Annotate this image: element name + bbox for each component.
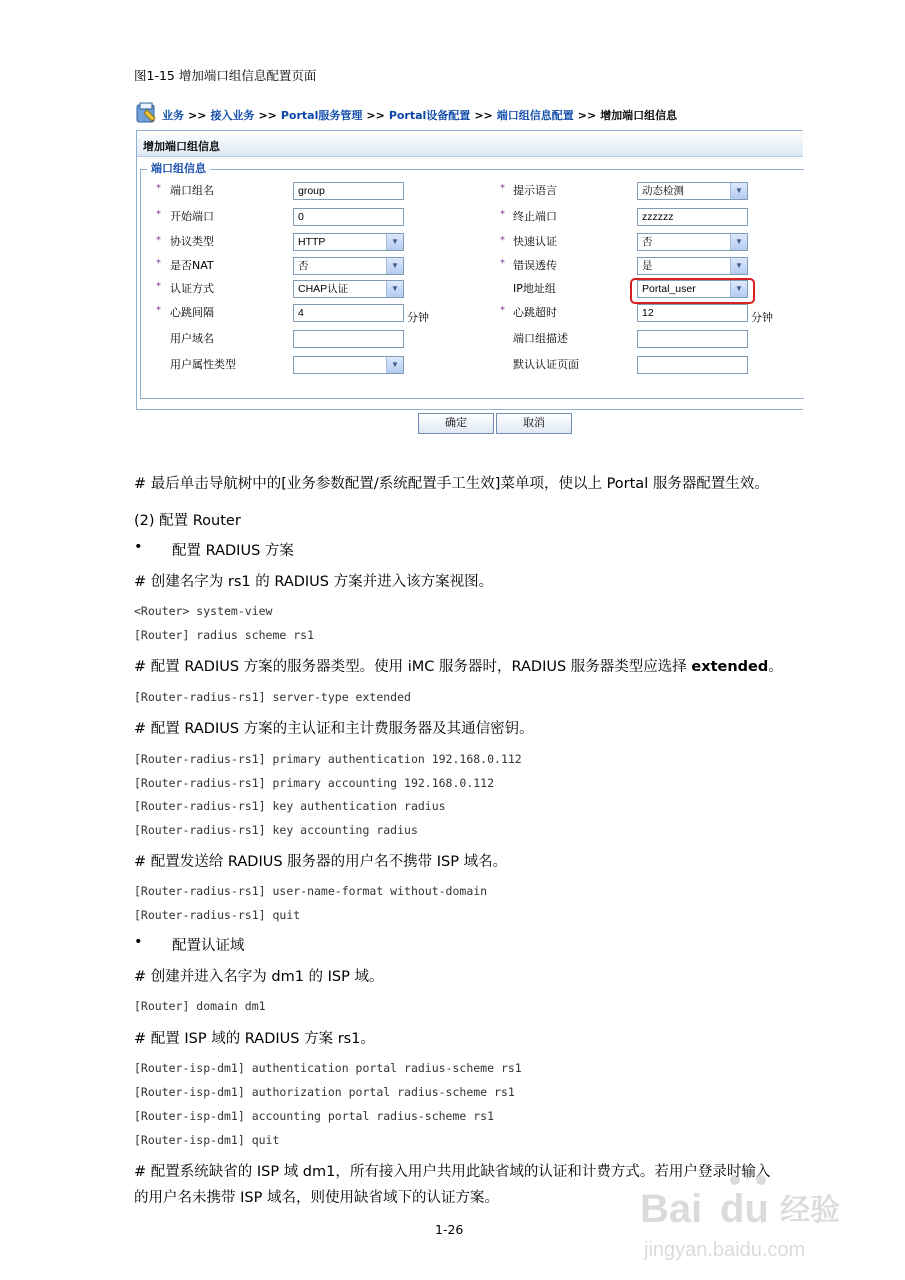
figure-caption: 图1-15 增加端口组信息配置页面 [134, 68, 317, 83]
breadcrumb [136, 102, 804, 126]
error-passthrough-select[interactable] [637, 257, 748, 275]
ip-group-value: Portal_user [642, 283, 696, 295]
svg-text:经验: 经验 [780, 1194, 840, 1227]
code-line: <Router> system-view [134, 604, 273, 618]
cancel-button[interactable]: 取消 [496, 413, 572, 434]
auth-method-select[interactable] [293, 280, 404, 298]
service-module-icon [136, 102, 158, 124]
panel-header [137, 131, 803, 157]
heartbeat-interval-input[interactable]: 4 [293, 304, 404, 322]
bullet-icon: • [134, 539, 143, 555]
port-group-desc-label: 端口组描述 [513, 332, 568, 345]
code-line: [Router-radius-rs1] server-type extended [134, 690, 411, 704]
user-domain-input[interactable] [293, 330, 404, 348]
required-mark: * [156, 305, 161, 316]
paragraph [134, 655, 783, 676]
breadcrumb-item-access-service[interactable]: 接入业务 [210, 109, 255, 122]
bullet-text: 配置 RADIUS 方案 [172, 543, 294, 559]
protocol-type-select[interactable] [293, 233, 404, 251]
code-line: [Router-isp-dm1] authorization portal radius-scheme rs1 [134, 1085, 515, 1099]
code-line: [Router] radius scheme rs1 [134, 628, 315, 642]
breadcrumb-item-port-group-config[interactable]: 端口组信息配置 [496, 109, 574, 122]
start-port-label: 开始端口 [170, 210, 214, 223]
code-line: [Router-radius-rs1] user-name-format without-domain [134, 884, 488, 898]
chevron-down-icon[interactable]: ▼ [386, 234, 403, 250]
section-heading: (2) 配置 Router [134, 513, 241, 529]
chevron-down-icon[interactable]: ▼ [730, 281, 747, 297]
code-line: [Router-radius-rs1] key accounting radius [134, 823, 418, 837]
required-mark: * [156, 183, 161, 194]
chevron-down-icon[interactable]: ▼ [386, 357, 403, 373]
end-port-label: 终止端口 [513, 210, 557, 223]
fast-auth-label: 快速认证 [513, 235, 557, 248]
port-group-name-input[interactable]: group [293, 182, 404, 200]
ip-group-highlight-box [630, 278, 755, 304]
required-mark: * [500, 209, 505, 220]
fast-auth-value: 否 [642, 236, 653, 248]
protocol-type-value: HTTP [298, 236, 326, 248]
is-nat-select[interactable] [293, 257, 404, 275]
breadcrumb-separator: >> [258, 109, 277, 122]
auth-method-label: 认证方式 [170, 282, 214, 295]
page-number: 1-26 [435, 1222, 464, 1237]
code-line: [Router-isp-dm1] authentication portal radius-scheme rs1 [134, 1061, 522, 1075]
port-group-name-label: 端口组名 [170, 184, 214, 197]
required-mark: * [156, 281, 161, 292]
is-nat-value: 否 [298, 260, 309, 272]
breadcrumb-item-portal-device[interactable]: Portal设备配置 [388, 109, 471, 122]
chevron-down-icon[interactable]: ▼ [386, 281, 403, 297]
error-passthrough-value: 是 [642, 260, 653, 272]
breadcrumb-item-service[interactable]: 业务 [162, 109, 184, 122]
required-mark: * [500, 258, 505, 269]
code-line: [Router-isp-dm1] quit [134, 1133, 280, 1147]
required-mark: * [500, 235, 505, 246]
paragraph: # 创建并进入名字为 dm1 的 ISP 域。 [134, 969, 384, 985]
code-line: [Router-radius-rs1] primary accounting 192.168.0.112 [134, 776, 495, 790]
svg-text:du: du [720, 1187, 769, 1231]
user-attr-type-label: 用户属性类型 [170, 358, 236, 371]
prompt-language-value: 动态检测 [642, 185, 684, 197]
required-mark: * [156, 209, 161, 220]
heartbeat-interval-label: 心跳间隔 [170, 306, 214, 319]
breadcrumb-separator: >> [188, 109, 207, 122]
code-line: [Router-isp-dm1] accounting portal radius-scheme rs1 [134, 1109, 495, 1123]
heartbeat-timeout-input[interactable]: 12 [637, 304, 748, 322]
protocol-type-label: 协议类型 [170, 235, 214, 248]
paragraph: # 配置系统缺省的 ISP 域 dm1，所有接入用户共用此缺省域的认证和计费方式。若用户登录时输入 [134, 1164, 771, 1180]
paragraph-emphasis: extended [691, 659, 769, 675]
user-attr-type-select[interactable] [293, 356, 404, 374]
baidu-jingyan-watermark-logo [640, 1160, 880, 1270]
svg-text:jingyan.baidu.com: jingyan.baidu.com [644, 1239, 806, 1261]
ip-group-label: IP地址组 [513, 282, 556, 295]
bullet-icon: • [134, 934, 143, 950]
paragraph: # 最后单击导航树中的[业务参数配置/系统配置手工生效]菜单项，使以上 Portal 服务器配置生效。 [134, 476, 769, 492]
required-mark: * [156, 235, 161, 246]
breadcrumb-item-portal-service[interactable]: Portal服务管理 [280, 109, 363, 122]
svg-text:Bai: Bai [640, 1187, 703, 1231]
chevron-down-icon[interactable]: ▼ [730, 183, 747, 199]
breadcrumb-current: 增加端口组信息 [600, 109, 678, 122]
code-line: [Router-radius-rs1] quit [134, 908, 301, 922]
paragraph-text: # 配置 RADIUS 方案的服务器类型。使用 iMC 服务器时，RADIUS 服务器类型应选择 [134, 659, 692, 675]
heartbeat-timeout-label: 心跳超时 [513, 306, 557, 319]
bullet-text: 配置认证域 [172, 938, 245, 954]
error-passthrough-label: 错误透传 [513, 259, 557, 272]
paragraph: # 配置发送给 RADIUS 服务器的用户名不携带 ISP 域名。 [134, 854, 508, 870]
auth-method-value: CHAP认证 [298, 283, 349, 295]
default-auth-page-input[interactable] [637, 356, 748, 374]
is-nat-label: 是否NAT [170, 259, 214, 272]
paragraph: # 配置 RADIUS 方案的主认证和主计费服务器及其通信密钥。 [134, 721, 534, 737]
chevron-down-icon[interactable]: ▼ [730, 258, 747, 274]
breadcrumb-separator: >> [577, 109, 597, 122]
paragraph: # 配置 ISP 域的 RADIUS 方案 rs1。 [134, 1031, 375, 1047]
fast-auth-select[interactable] [637, 233, 748, 251]
ok-button[interactable]: 确定 [418, 413, 494, 434]
breadcrumb-separator: >> [366, 109, 385, 122]
required-mark: * [500, 183, 505, 194]
chevron-down-icon[interactable]: ▼ [386, 258, 403, 274]
paragraph-text: 。 [768, 659, 783, 675]
paragraph: 的用户名未携带 ISP 域名，则使用缺省域下的认证方案。 [134, 1190, 499, 1206]
code-line: [Router] domain dm1 [134, 999, 266, 1013]
breadcrumb-separator: >> [474, 109, 493, 122]
heartbeat-timeout-unit: 分钟 [751, 311, 773, 324]
default-auth-page-label: 默认认证页面 [513, 358, 579, 371]
prompt-language-label: 提示语言 [513, 184, 557, 197]
prompt-language-select[interactable] [637, 182, 748, 200]
panel-title: 增加端口组信息 [143, 140, 220, 153]
required-mark: * [156, 258, 161, 269]
fieldset-legend: 端口组信息 [147, 160, 210, 176]
paragraph: # 创建名字为 rs1 的 RADIUS 方案并进入该方案视图。 [134, 574, 494, 590]
start-port-input[interactable]: 0 [293, 208, 404, 226]
port-group-desc-input[interactable] [637, 330, 748, 348]
heartbeat-interval-unit: 分钟 [407, 311, 429, 324]
end-port-input[interactable]: zzzzzz [637, 208, 748, 226]
chevron-down-icon[interactable]: ▼ [730, 234, 747, 250]
code-line: [Router-radius-rs1] primary authentication 192.168.0.112 [134, 752, 522, 766]
required-mark: * [500, 305, 505, 316]
code-line: [Router-radius-rs1] key authentication radius [134, 799, 446, 813]
user-domain-label: 用户域名 [170, 332, 214, 345]
